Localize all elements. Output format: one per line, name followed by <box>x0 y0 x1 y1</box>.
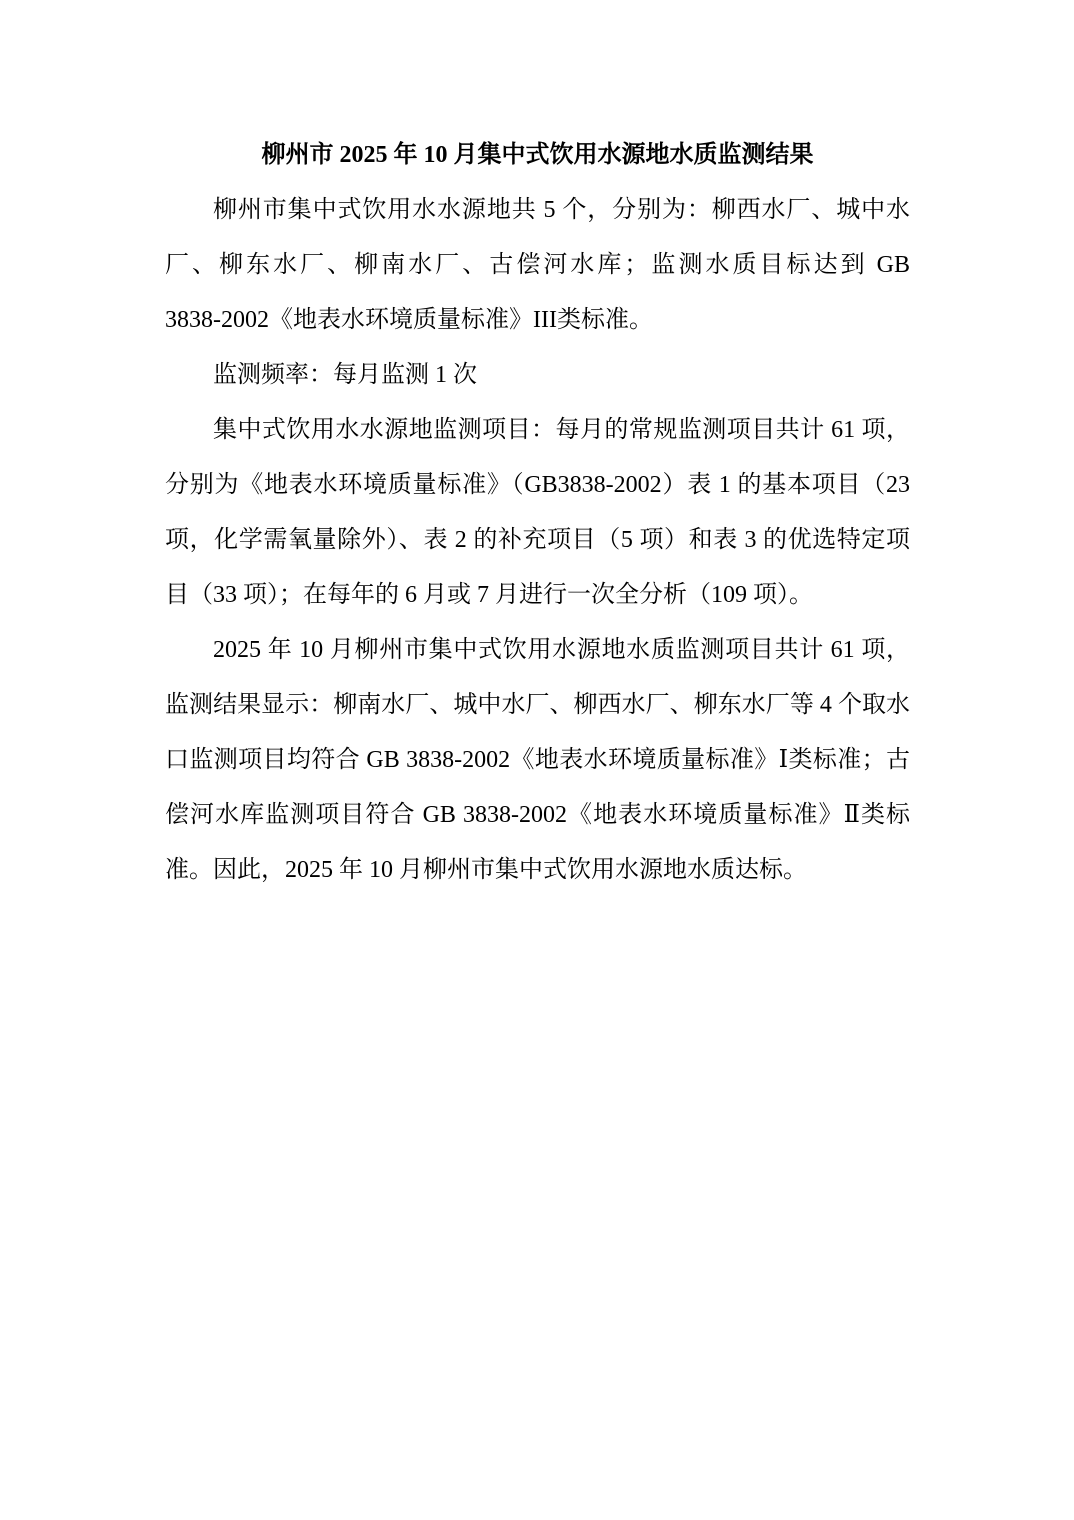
document-title: 柳州市 2025 年 10 月集中式饮用水源地水质监测结果 <box>261 142 814 168</box>
paragraph-monitoring-items: 集中式饮用水水源地监测项目：每月的常规监测项目共计 61 项，分别为《地表水环境质量标准》（GB3838-2002）表 1 的基本项目（23 项，化学需氧量除外）、表 2 的补充项目（5 项）和表 3 的优选特定项目（33 项）；在每年的 6 月或 7 月进行一次全分析（109 项）。 <box>165 417 911 608</box>
paragraph-water-sources-overview: 柳州市集中式饮用水水源地共 5 个，分别为：柳西水厂、城中水厂、柳东水厂、柳南水厂、古偿河水库；监测水质目标达到 GB 3838-2002《地表水环境质量标准》III类标准。 <box>165 197 910 333</box>
paragraph-monitoring-results: 2025 年 10 月柳州市集中式饮用水源地水质监测项目共计 61 项，监测结果显示：柳南水厂、城中水厂、柳西水厂、柳东水厂等 4 个取水口监测项目均符合 GB 3838-2002《地表水环境质量标准》Ⅰ类标准；古偿河水库监测项目符合 GB 3838-2002《地表水环境质量标准》Ⅱ类标准。因此，2025 年 10 月柳州市集中式饮用水源地水质达标。 <box>165 637 911 883</box>
paragraph-monitoring-frequency: 监测频率：每月监测 1 次 <box>213 362 477 388</box>
